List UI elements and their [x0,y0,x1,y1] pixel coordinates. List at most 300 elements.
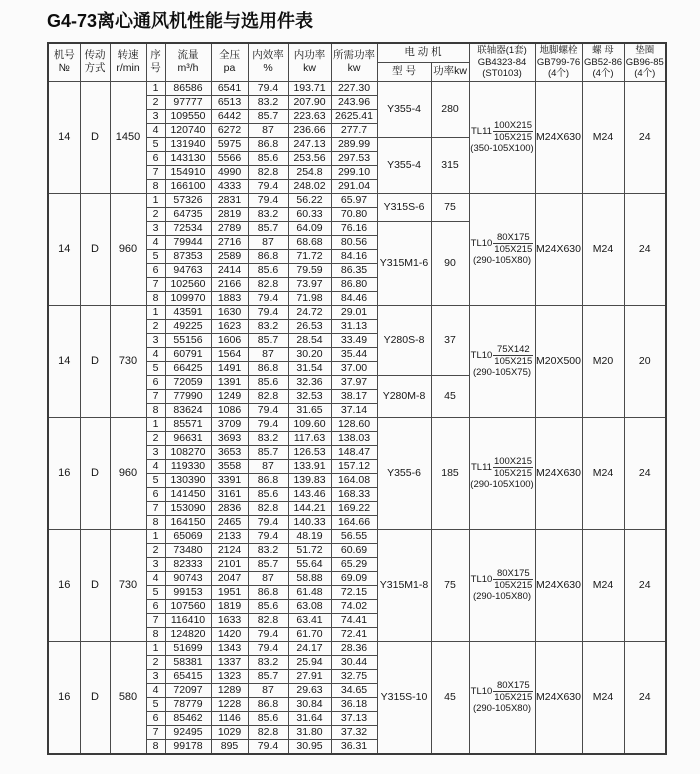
motor-power-cell: 37 [431,305,469,375]
efficiency-cell: 79.4 [248,641,288,655]
drive-cell: D [80,417,110,529]
required-power-cell: 28.36 [331,641,377,655]
flow-cell: 166100 [165,179,211,193]
efficiency-cell: 79.4 [248,627,288,641]
coupling-note: (290-105X75) [472,367,532,378]
efficiency-cell: 87 [248,571,288,585]
coupling-model: TL11 [471,126,492,137]
pressure-cell: 1883 [211,291,248,305]
seq-cell: 2 [146,207,165,221]
required-power-cell: 56.55 [331,529,377,543]
col-header-washer: 垫圈 GB96-85 (4个) [624,43,666,81]
required-power-cell: 138.03 [331,431,377,445]
seq-cell: 7 [146,501,165,515]
inner-power-cell: 140.33 [288,515,331,529]
pressure-cell: 6272 [211,123,248,137]
coupling-note: (290-105X80) [472,255,532,266]
motor-power-cell: 45 [431,375,469,417]
coupling-model: TL10 [470,686,493,697]
flow-cell: 99178 [165,739,211,754]
efficiency-cell: 86.8 [248,137,288,151]
flow-cell: 77990 [165,389,211,403]
inner-power-cell: 56.22 [288,193,331,207]
col-header-coupling: 联轴器(1套) GB4323-84 (ST0103) [469,43,535,81]
pressure-cell: 4333 [211,179,248,193]
efficiency-cell: 83.2 [248,655,288,669]
pressure-cell: 1564 [211,347,248,361]
inner-power-cell: 64.09 [288,221,331,235]
motor-model-cell: Y315S-10 [377,641,431,754]
seq-cell: 5 [146,361,165,375]
seq-cell: 7 [146,165,165,179]
seq-cell: 1 [146,641,165,655]
flow-cell: 131940 [165,137,211,151]
flow-cell: 94763 [165,263,211,277]
efficiency-cell: 79.4 [248,417,288,431]
coupling-model: TL10 [470,350,493,361]
inner-power-cell: 31.54 [288,361,331,375]
required-power-cell: 34.65 [331,683,377,697]
efficiency-cell: 85.7 [248,669,288,683]
required-power-cell: 69.09 [331,571,377,585]
pressure-cell: 3653 [211,445,248,459]
pressure-cell: 2819 [211,207,248,221]
coupling-size-top: 80X175 [493,232,533,244]
motor-power-cell: 75 [431,193,469,221]
required-power-cell: 299.10 [331,165,377,179]
coupling-cell [469,417,535,529]
seq-cell: 3 [146,445,165,459]
inner-power-cell: 48.19 [288,529,331,543]
flow-cell: 60791 [165,347,211,361]
inner-power-cell: 25.94 [288,655,331,669]
required-power-cell: 37.13 [331,711,377,725]
machine-no-cell: 16 [48,417,80,529]
drive-cell: D [80,529,110,641]
seq-cell: 2 [146,431,165,445]
speed-cell: 960 [110,193,146,305]
required-power-cell: 29.01 [331,305,377,319]
efficiency-cell: 87 [248,459,288,473]
header-row-1 [48,43,666,62]
pressure-cell: 2789 [211,221,248,235]
machine-no-cell: 16 [48,641,80,754]
inner-power-cell: 29.63 [288,683,331,697]
seq-cell: 6 [146,487,165,501]
required-power-cell: 32.75 [331,669,377,683]
pressure-cell: 1391 [211,375,248,389]
required-power-cell: 74.41 [331,613,377,627]
required-power-cell: 65.97 [331,193,377,207]
col-header-machine-no: 机号 № [48,43,80,81]
anchor-bolt-cell: M24X630 [535,81,582,193]
efficiency-cell: 86.8 [248,473,288,487]
required-power-cell: 164.08 [331,473,377,487]
drive-cell: D [80,641,110,754]
required-power-cell: 30.44 [331,655,377,669]
required-power-cell: 72.15 [331,585,377,599]
inner-power-cell: 144.21 [288,501,331,515]
seq-cell: 8 [146,515,165,529]
nut-cell: M24 [582,417,624,529]
pressure-cell: 6541 [211,81,248,95]
pressure-cell: 1420 [211,627,248,641]
flow-cell: 96631 [165,431,211,445]
pressure-cell: 895 [211,739,248,754]
machine-no-cell: 16 [48,529,80,641]
pressure-cell: 2166 [211,277,248,291]
seq-cell: 2 [146,319,165,333]
efficiency-cell: 87 [248,123,288,137]
seq-cell: 6 [146,263,165,277]
col-header-seq: 序 号 [146,43,165,81]
pressure-cell: 1630 [211,305,248,319]
table-body [48,81,666,754]
speed-cell: 730 [110,529,146,641]
inner-power-cell: 79.59 [288,263,331,277]
motor-power-cell: 280 [431,81,469,137]
seq-cell: 1 [146,529,165,543]
washer-cell: 24 [624,193,666,305]
pressure-cell: 1249 [211,389,248,403]
required-power-cell: 291.04 [331,179,377,193]
inner-power-cell: 139.83 [288,473,331,487]
pressure-cell: 1228 [211,697,248,711]
seq-cell: 8 [146,739,165,754]
efficiency-cell: 85.6 [248,263,288,277]
pressure-cell: 5975 [211,137,248,151]
pressure-cell: 1029 [211,725,248,739]
speed-cell: 730 [110,305,146,417]
flow-cell: 65069 [165,529,211,543]
pressure-cell: 2465 [211,515,248,529]
flow-cell: 102560 [165,277,211,291]
efficiency-cell: 86.8 [248,697,288,711]
required-power-cell: 76.16 [331,221,377,235]
pressure-cell: 4990 [211,165,248,179]
speed-cell: 960 [110,417,146,529]
coupling-size-top: 100X215 [493,120,532,131]
coupling-size-bottom: 105X215 [494,356,533,367]
pressure-cell: 3558 [211,459,248,473]
washer-cell: 20 [624,305,666,417]
table-row [48,641,666,655]
seq-cell: 5 [146,249,165,263]
pressure-cell: 2836 [211,501,248,515]
efficiency-cell: 79.4 [248,81,288,95]
pressure-cell: 2133 [211,529,248,543]
flow-cell: 97777 [165,95,211,109]
inner-power-cell: 55.64 [288,557,331,571]
machine-no-cell: 14 [48,193,80,305]
efficiency-cell: 86.8 [248,249,288,263]
col-header-efficiency: 内效率 % [248,43,288,81]
flow-cell: 120740 [165,123,211,137]
inner-power-cell: 27.91 [288,669,331,683]
pressure-cell: 6442 [211,109,248,123]
washer-cell: 24 [624,81,666,193]
table-row [48,417,666,431]
inner-power-cell: 24.17 [288,641,331,655]
anchor-bolt-cell: M24X630 [535,417,582,529]
pressure-cell: 2124 [211,543,248,557]
flow-cell: 49225 [165,319,211,333]
inner-power-cell: 61.70 [288,627,331,641]
seq-cell: 4 [146,347,165,361]
pressure-cell: 1323 [211,669,248,683]
table-row [48,81,666,95]
coupling-size-bottom: 105X215 [493,132,532,143]
seq-cell: 4 [146,571,165,585]
efficiency-cell: 85.7 [248,221,288,235]
motor-model-cell: Y315M1-8 [377,529,431,641]
required-power-cell: 157.12 [331,459,377,473]
inner-power-cell: 193.71 [288,81,331,95]
flow-cell: 58381 [165,655,211,669]
seq-cell: 3 [146,109,165,123]
pressure-cell: 6513 [211,95,248,109]
required-power-cell: 84.46 [331,291,377,305]
inner-power-cell: 32.53 [288,389,331,403]
required-power-cell: 169.22 [331,501,377,515]
flow-cell: 66425 [165,361,211,375]
flow-cell: 65415 [165,669,211,683]
motor-power-cell: 90 [431,221,469,305]
table-header [48,43,666,81]
inner-power-cell: 28.54 [288,333,331,347]
efficiency-cell: 87 [248,347,288,361]
flow-cell: 141450 [165,487,211,501]
seq-cell: 7 [146,277,165,291]
nut-cell: M24 [582,81,624,193]
nut-cell: M24 [582,641,624,754]
flow-cell: 73480 [165,543,211,557]
drive-cell: D [80,81,110,193]
seq-cell: 3 [146,221,165,235]
table-row [48,193,666,207]
efficiency-cell: 79.4 [248,305,288,319]
required-power-cell: 72.41 [331,627,377,641]
pressure-cell: 5566 [211,151,248,165]
washer-cell: 24 [624,529,666,641]
col-header-flow: 流量 m³/h [165,43,211,81]
required-power-cell: 37.97 [331,375,377,389]
efficiency-cell: 79.4 [248,529,288,543]
inner-power-cell: 68.68 [288,235,331,249]
inner-power-cell: 31.64 [288,711,331,725]
flow-cell: 119330 [165,459,211,473]
efficiency-cell: 79.4 [248,515,288,529]
flow-cell: 64735 [165,207,211,221]
col-header-motor-model: 型 号 [377,62,431,81]
anchor-bolt-cell: M20X500 [535,305,582,417]
flow-cell: 86586 [165,81,211,95]
coupling-size-top: 80X175 [493,568,533,580]
seq-cell: 1 [146,305,165,319]
seq-cell: 1 [146,193,165,207]
efficiency-cell: 85.7 [248,109,288,123]
efficiency-cell: 85.6 [248,375,288,389]
pressure-cell: 2589 [211,249,248,263]
inner-power-cell: 133.91 [288,459,331,473]
flow-cell: 51699 [165,641,211,655]
efficiency-cell: 79.4 [248,179,288,193]
pressure-cell: 3693 [211,431,248,445]
required-power-cell: 36.18 [331,697,377,711]
coupling-note: (290-105X80) [472,591,532,602]
washer-cell: 24 [624,641,666,754]
inner-power-cell: 236.66 [288,123,331,137]
machine-no-cell: 14 [48,305,80,417]
flow-cell: 109550 [165,109,211,123]
table-row [48,305,666,319]
required-power-cell: 37.00 [331,361,377,375]
inner-power-cell: 207.90 [288,95,331,109]
coupling-cell [469,81,535,193]
inner-power-cell: 31.80 [288,725,331,739]
required-power-cell: 60.69 [331,543,377,557]
flow-cell: 87353 [165,249,211,263]
motor-power-cell: 185 [431,417,469,529]
inner-power-cell: 31.65 [288,403,331,417]
required-power-cell: 37.14 [331,403,377,417]
coupling-note: (290-105X100) [470,479,534,490]
inner-power-cell: 143.46 [288,487,331,501]
inner-power-cell: 73.97 [288,277,331,291]
flow-cell: 107560 [165,599,211,613]
coupling-model: TL10 [470,574,493,585]
pressure-cell: 2047 [211,571,248,585]
col-header-speed: 转速 r/min [110,43,146,81]
efficiency-cell: 85.7 [248,445,288,459]
coupling-size-bottom: 105X215 [494,244,533,255]
efficiency-cell: 79.4 [248,403,288,417]
col-header-pressure: 全压 pa [211,43,248,81]
seq-cell: 8 [146,291,165,305]
page [0,7,700,755]
efficiency-cell: 85.7 [248,333,288,347]
col-header-motor-power: 功率kw [431,62,469,81]
flow-cell: 116410 [165,613,211,627]
flow-cell: 72059 [165,375,211,389]
speed-cell: 1450 [110,81,146,193]
coupling-model: TL10 [470,238,493,249]
col-header-anchor-bolt: 地脚螺栓 GB799-76 (4个) [536,45,581,79]
pressure-cell: 1623 [211,319,248,333]
pressure-cell: 1086 [211,403,248,417]
pressure-cell: 2414 [211,263,248,277]
flow-cell: 85462 [165,711,211,725]
efficiency-cell: 83.2 [248,319,288,333]
seq-cell: 2 [146,655,165,669]
flow-cell: 92495 [165,725,211,739]
required-power-cell: 37.32 [331,725,377,739]
seq-cell: 6 [146,599,165,613]
required-power-cell: 33.49 [331,333,377,347]
pressure-cell: 1606 [211,333,248,347]
efficiency-cell: 87 [248,235,288,249]
anchor-bolt-cell: M24X630 [535,193,582,305]
inner-power-cell: 71.98 [288,291,331,305]
required-power-cell: 86.80 [331,277,377,291]
inner-power-cell: 30.20 [288,347,331,361]
motor-model-cell: Y280S-8 [377,305,431,375]
seq-cell: 4 [146,123,165,137]
col-header-nut: 螺 母 GB52-86 (4个) [583,45,623,79]
seq-cell: 8 [146,179,165,193]
pressure-cell: 1337 [211,655,248,669]
required-power-cell: 65.29 [331,557,377,571]
inner-power-cell: 26.53 [288,319,331,333]
required-power-cell: 2625.41 [331,109,377,123]
required-power-cell: 164.66 [331,515,377,529]
page-title: G4-73离心通风机性能与选用件表 [47,11,314,31]
seq-cell: 5 [146,585,165,599]
motor-power-cell: 45 [431,641,469,754]
flow-cell: 72534 [165,221,211,235]
flow-cell: 57326 [165,193,211,207]
fan-spec-table [47,42,667,755]
seq-cell: 3 [146,333,165,347]
efficiency-cell: 83.2 [248,207,288,221]
pressure-cell: 1951 [211,585,248,599]
pressure-cell: 1343 [211,641,248,655]
seq-cell: 6 [146,375,165,389]
seq-cell: 5 [146,473,165,487]
efficiency-cell: 83.2 [248,431,288,445]
motor-model-cell: Y355-6 [377,417,431,529]
required-power-cell: 84.16 [331,249,377,263]
coupling-size-fraction [493,568,533,591]
required-power-cell: 168.33 [331,487,377,501]
inner-power-cell: 247.13 [288,137,331,151]
motor-model-cell: Y315S-6 [377,193,431,221]
required-power-cell: 277.7 [331,123,377,137]
inner-power-cell: 60.33 [288,207,331,221]
seq-cell: 7 [146,389,165,403]
required-power-cell: 36.31 [331,739,377,754]
seq-cell: 4 [146,235,165,249]
table-row [48,529,666,543]
inner-power-cell: 30.95 [288,739,331,754]
required-power-cell: 31.13 [331,319,377,333]
seq-cell: 7 [146,613,165,627]
pressure-cell: 1491 [211,361,248,375]
col-header-inner-power: 内功率 kw [288,43,331,81]
coupling-model: TL11 [471,462,492,473]
pressure-cell: 1289 [211,683,248,697]
seq-cell: 1 [146,417,165,431]
efficiency-cell: 85.6 [248,599,288,613]
flow-cell: 109970 [165,291,211,305]
nut-cell: M20 [582,305,624,417]
pressure-cell: 2831 [211,193,248,207]
coupling-cell [469,193,535,305]
motor-power-cell: 315 [431,137,469,193]
coupling-cell [469,305,535,417]
flow-cell: 108270 [165,445,211,459]
coupling-size-top: 80X175 [493,680,533,692]
seq-cell: 4 [146,459,165,473]
seq-cell: 7 [146,725,165,739]
required-power-cell: 80.56 [331,235,377,249]
coupling-note: (290-105X80) [472,703,532,714]
efficiency-cell: 82.8 [248,725,288,739]
coupling-size-fraction [493,120,533,143]
flow-cell: 90743 [165,571,211,585]
required-power-cell: 74.02 [331,599,377,613]
seq-cell: 3 [146,669,165,683]
